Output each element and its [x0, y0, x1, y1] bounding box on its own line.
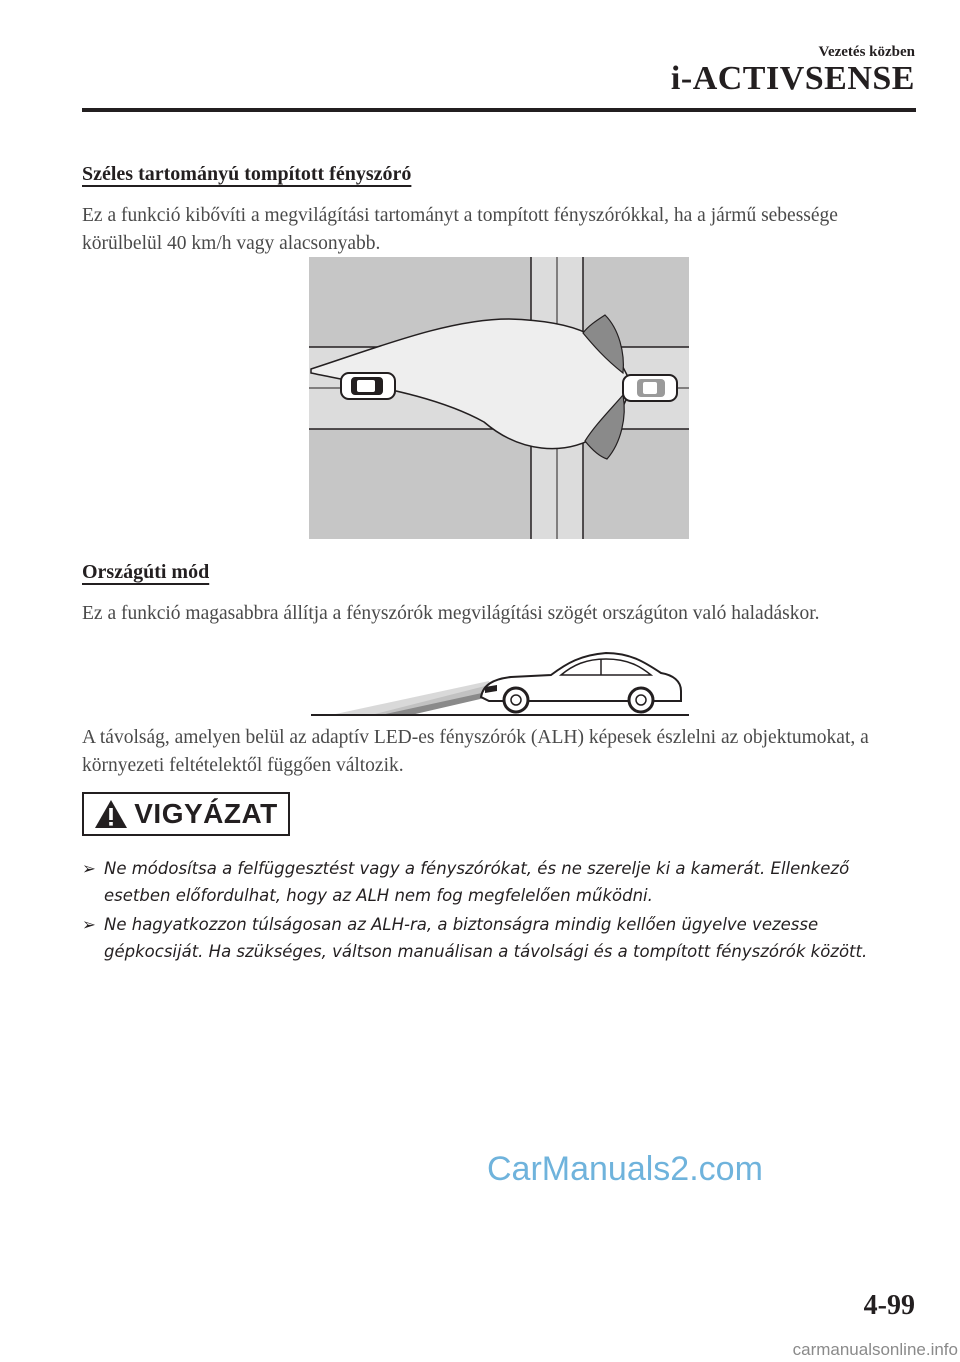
- caution-item: [82, 855, 902, 909]
- page-number: 4-99: [863, 1290, 915, 1321]
- footer-watermark: carmanualsonline.info: [792, 1340, 958, 1359]
- watermark: CarManuals2.com: [487, 1150, 763, 1188]
- caution-item-text: Ne módosítsa a felfüggesztést vagy a fényszórókat, és ne szerelje ki a kamerát. Ellenkező esetben előfordulhat, hogy az ALH nem fog megfelelően működni.: [104, 859, 850, 905]
- bullet-marker: ➢: [82, 915, 96, 934]
- bullet-marker: ➢: [82, 859, 96, 878]
- caution-list: [82, 855, 902, 967]
- section-text-wide-low-beam: Ez a funkció kibővíti a megvilágítási tartományt a tompított fényszórókkal, ha a jármű sebessége körülbelül 40 km/h vagy alacsonyabb.: [82, 205, 838, 254]
- caution-item: [82, 911, 902, 965]
- header-section-label: Vezetés közben: [818, 44, 915, 60]
- intersection-illustration: [309, 257, 689, 539]
- section-heading-highway-mode: Országúti mód: [82, 561, 210, 583]
- header-title: i-ACTIVSENSE: [670, 60, 915, 97]
- caution-label: VIGYÁZAT: [134, 798, 278, 829]
- header-rule: [82, 108, 916, 112]
- section-text-highway-mode: Ez a funkció magasabbra állítja a fényszórók megvilágítási szögét országúton való haladáskor.: [82, 603, 820, 624]
- caution-box: [82, 792, 290, 836]
- warning-triangle-icon: [94, 799, 128, 829]
- caution-item-text: Ne hagyatkozzon túlságosan az ALH-ra, a biztonságra mindig kellően ügyelve vezesse gépkocsiját. Ha szükséges, váltson manuálisan a távolsági és a tompított fényszórók között.: [104, 915, 868, 961]
- section-heading-wide-low-beam: Széles tartományú tompított fényszóró: [82, 163, 412, 185]
- highway-mode-illustration: [311, 645, 691, 720]
- distance-note: A távolság, amelyen belül az adaptív LED-es fényszórók (ALH) képesek észlelni az objektumokat, a környezeti feltételektől függően változik.: [82, 727, 869, 776]
